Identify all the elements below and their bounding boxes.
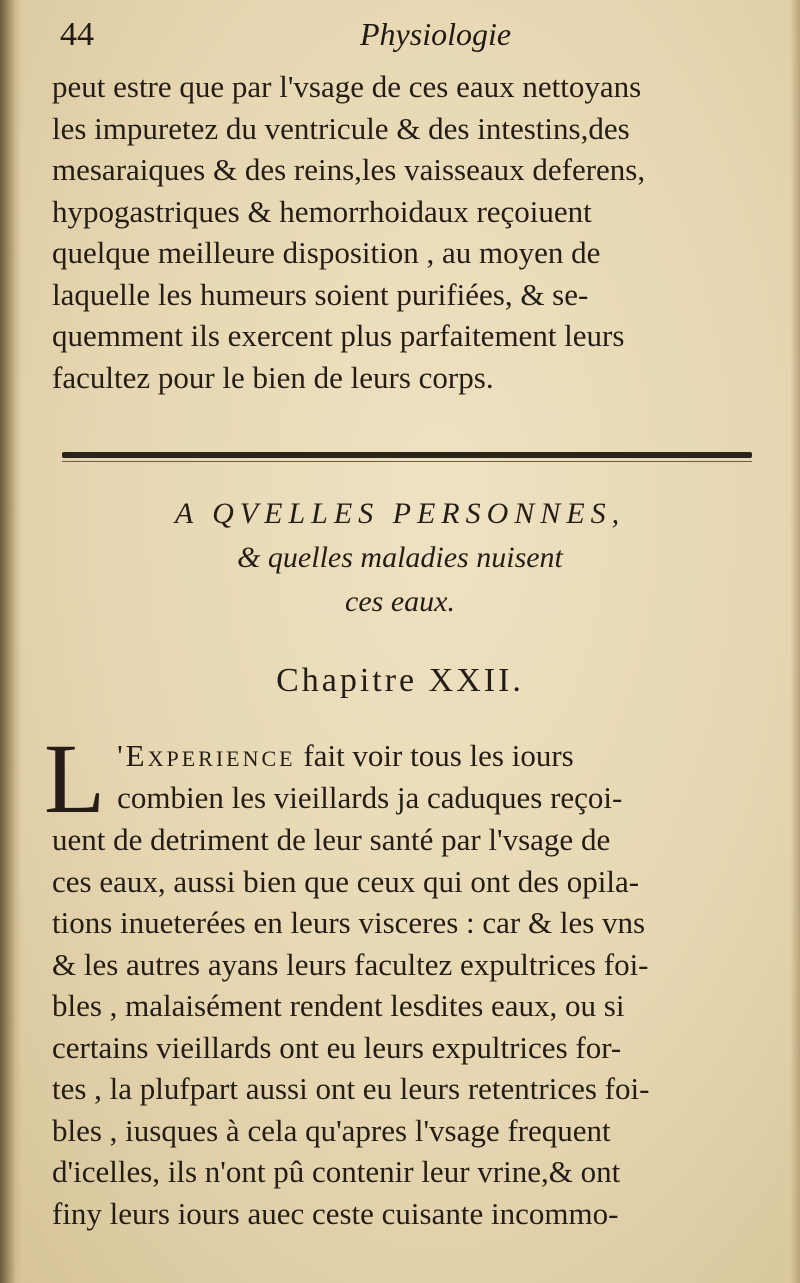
- text-line: peut estre que par l'vsage de ces eaux nettoyans: [52, 69, 642, 104]
- text-line: tes , la plufpart aussi ont eu leurs retentrices foi-: [52, 1071, 650, 1106]
- text-line: quelque meilleure disposition , au moyen de: [52, 235, 601, 270]
- page-edge: [790, 0, 800, 1283]
- chapter-heading: [80, 492, 720, 624]
- text-line: hypogastriques & hemorrhoidaux reçoiuent: [52, 193, 592, 229]
- section-divider-thin: [62, 461, 752, 462]
- text-fragment: fait voir tous les iours: [295, 738, 574, 773]
- small-caps-word: 'Experience: [117, 738, 296, 773]
- text-line: quemment ils exercent plus parfaitement leurs: [52, 318, 625, 353]
- paragraph-continued: [52, 66, 762, 398]
- text-line: ces eaux, aussi bien que ceux qui ont des opila-: [52, 863, 640, 899]
- heading-line: & quelles maladies nuisent: [237, 541, 563, 574]
- text-line: les impuretez du ventricule & des intestins,des: [52, 110, 630, 146]
- page-number: 44: [60, 16, 94, 53]
- text-line: certains vieillards ont eu leurs expultrices for-: [52, 1029, 622, 1065]
- text-line: bles , iusques à cela qu'apres l'vsage frequent: [52, 1112, 611, 1148]
- chapter-paragraph: [44, 723, 762, 1234]
- drop-cap: L: [44, 723, 106, 834]
- text-line: [52, 735, 762, 777]
- text-line: uent de detriment de leur santé par l'vsage de: [52, 822, 611, 857]
- text-line: bles , malaisément rendent lesdites eaux, ou si: [52, 988, 625, 1023]
- heading-line: A QVELLES PERSONNES,: [174, 497, 626, 530]
- text-line: facultez pour le bien de leurs corps.: [52, 359, 494, 395]
- text-line: laquelle les humeurs soient purifiées, & se-: [52, 276, 589, 312]
- text-line: tions inueterées en leurs visceres : car & les vns: [52, 905, 646, 940]
- page-header: [60, 16, 760, 60]
- chapter-title: Chapitre XXII.: [276, 662, 524, 699]
- text-line: & les autres ayans leurs facultez expultrices foi-: [52, 946, 649, 982]
- text-line: combien les vieillards ja caduques reçoi-: [117, 779, 623, 815]
- heading-line: ces eaux.: [345, 585, 455, 618]
- text-line: finy leurs iours auec ceste cuisante incommo-: [52, 1195, 619, 1231]
- page-gutter: [0, 0, 22, 1283]
- text-line: d'icelles, ils n'ont pû contenir leur vrine,& ont: [52, 1154, 621, 1189]
- text-line: mesaraiques & des reins,les vaisseaux deferens,: [52, 152, 646, 187]
- section-divider: [62, 452, 752, 458]
- running-head: Physiologie: [360, 16, 512, 52]
